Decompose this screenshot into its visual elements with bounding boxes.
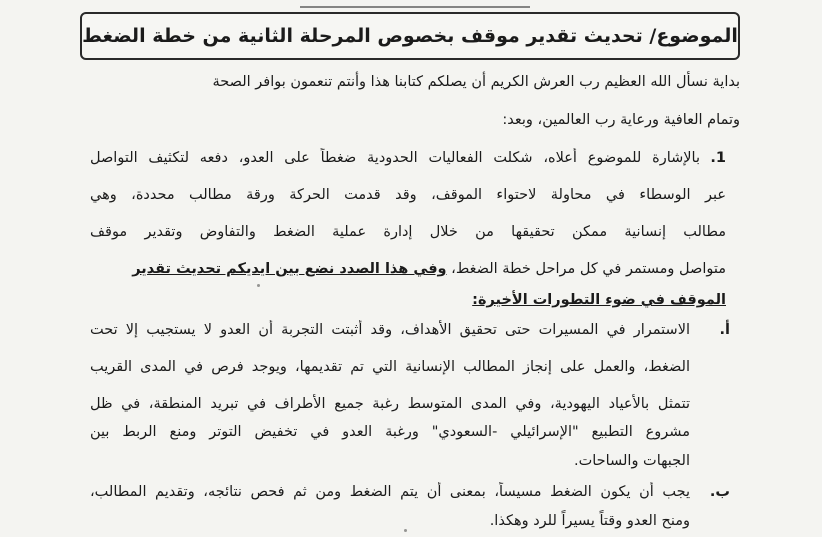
point-1-line-4	[132, 259, 726, 279]
item-a-line-5: الجبهات والساحات.	[574, 453, 690, 469]
point-1-number: 1.	[710, 150, 726, 166]
point-1-line-5: الموقف في ضوء التطورات الأخيرة:	[472, 292, 726, 308]
item-a-line-4: مشروع التطبيع "الإسرائيلي -السعودي" ورغبة العدو في تخفيض التوتر ومنع الربط بين	[90, 424, 690, 440]
point-1-line-1: بالإشارة للموضوع أعلاه، شكلت الفعاليات الحدودية ضغطاً على العدو، دفعه لتكثيف التواصل	[90, 150, 700, 166]
scan-speck	[257, 284, 260, 287]
scan-speck	[404, 529, 407, 532]
point-1-line-3: مطالب إنسانية ممكن تحقيقها من خلال إدارة عملية الضغط والتفاوض وتقدير موقف	[90, 224, 726, 240]
point-1-line-4-emphasis: وفي هذا الصدد نضع بين ايديكم تحديث تقدير	[132, 261, 447, 277]
item-a-line-1: الاستمرار في المسيرات حتى تحقيق الأهداف، وقد أثبتت التجربة أن العدو لا يستجيب إلا تحت	[90, 322, 690, 338]
subject-heading: الموضوع/ تحديث تقدير موقف بخصوص المرحلة الثانية من خطة الضغط	[82, 25, 738, 47]
item-b-line-2: ومنح العدو وقتاً يسيراً للرد وهكذا.	[489, 513, 690, 529]
item-b-letter: ب.	[709, 484, 730, 500]
point-1-line-2: عبر الوسطاء في محاولة لاحتواء الموقف، وقد قدمت الحركة ورقة مطالب محددة، وهي	[90, 187, 726, 203]
item-b-line-1: يجب أن يكون الضغط مسيساً، بمعنى أن يتم الضغط ومن ثم فحص نتائجه، وتقديم المطالب،	[90, 484, 690, 500]
top-cut-line	[300, 0, 530, 8]
item-a-line-3: تتمثل بالأعياد اليهودية، وفي المدى المتوسط رغبة جميع الأطراف في تبريد المنطقة، في ظل	[90, 396, 690, 412]
item-a-letter: أ.	[719, 322, 730, 338]
point-1-line-4-plain: متواصل ومستمر في كل مراحل خطة الضغط،	[446, 261, 726, 277]
opening-line-1: بداية نسأل الله العظيم رب العرش الكريم أن يصلكم كتابنا هذا وأنتم تنعمون بوافر الصحة	[212, 74, 740, 90]
opening-line-2: وتمام العافية ورعاية رب العالمين، وبعد:	[502, 112, 740, 128]
subject-box	[80, 12, 740, 60]
item-a-line-2: الضغط، والعمل على إنجاز المطالب الإنسانية التي تم تقديمها، ويوجد فرص في المدى القريب	[90, 359, 690, 375]
